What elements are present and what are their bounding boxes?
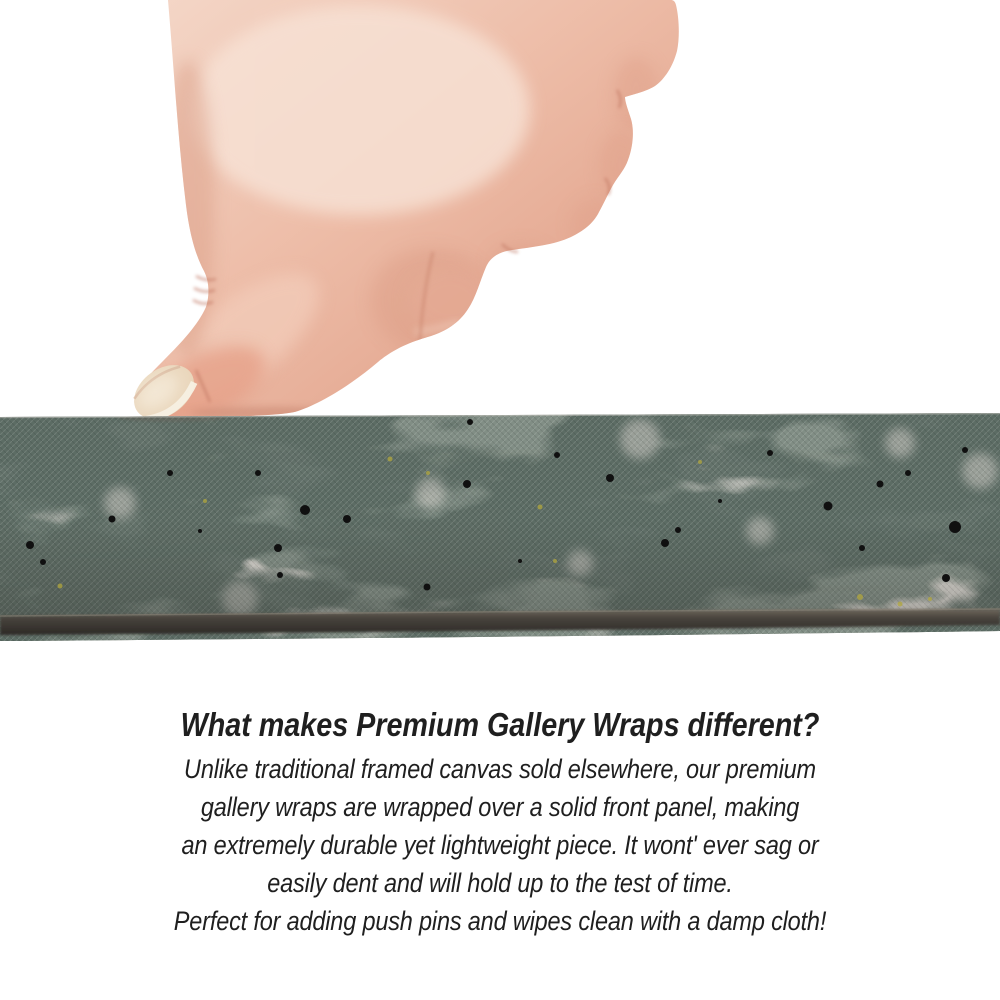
body-line-5: Perfect for adding push pins and wipes clean with a damp cloth!	[173, 906, 827, 936]
canvas-edge-photo	[0, 411, 1000, 646]
product-info-text	[0, 704, 1000, 940]
section-heading: What makes Premium Gallery Wraps different?	[180, 706, 820, 743]
body-line-3: an extremely durable yet lightweight piece. It wont' ever sag or	[181, 830, 819, 860]
body-line-4: easily dent and will hold up to the test of time.	[267, 868, 733, 898]
hand-photo	[100, 0, 700, 420]
body-line-1: Unlike traditional framed canvas sold elsewhere, our premium	[184, 754, 816, 784]
body-line-2: gallery wraps are wrapped over a solid front panel, making	[200, 792, 800, 822]
